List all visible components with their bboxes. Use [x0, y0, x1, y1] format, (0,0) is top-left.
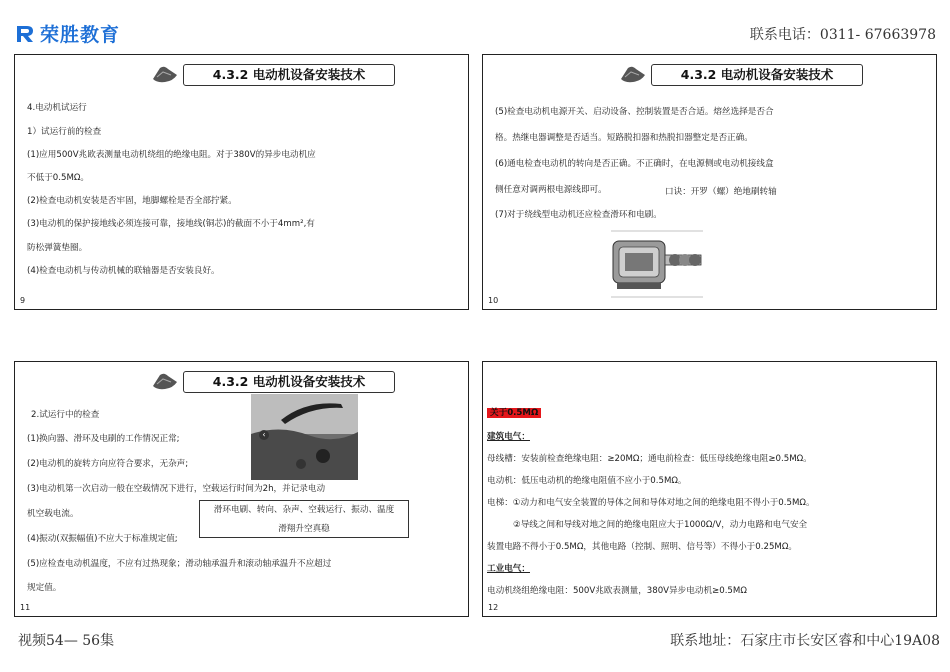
slide-line: 母线槽：安装前检查绝缘电阻：≥20MΩ；通电前检查：低压母线绝缘电阻≥0.5MΩ。 [487, 454, 812, 464]
slide-line: ②导线之间和导线对地之间的绝缘电阻应大于1000Ω/V，动力电路和电气安全 [513, 520, 808, 530]
slide-title: 4.3.2 电动机设备安装技术 [183, 64, 395, 86]
section-heading: 建筑电气： [487, 432, 530, 442]
slide-10 [482, 54, 937, 310]
slide-line: (4)振动(双振幅值)不应大于标准规定值; [27, 534, 178, 544]
slide-line: 机空载电流。 [27, 509, 79, 519]
contact-phone: 联系电话：0311- 67663978 [749, 27, 936, 43]
page-number: 12 [488, 603, 499, 612]
cap-icon [151, 370, 179, 392]
slide-line: (3)电动机的保护接地线必须连接可靠，接地线(铜芯)的截面不小于4mm²,有 [27, 219, 315, 229]
slide-line: 侧任意对调两根电源线即可。 [495, 185, 607, 195]
highlight-text: 关于0.5MΩ [487, 408, 541, 418]
slide-9 [14, 54, 469, 310]
cap-icon [151, 63, 179, 85]
slide-11 [14, 361, 469, 617]
slide-line: 2.试运行中的检查 [31, 410, 100, 420]
cap-icon [619, 63, 647, 85]
mnemonic-line: 滑环电刷、转向、杂声、空载运行、振动、温度 [213, 505, 395, 515]
brand-name: 荣胜教育 [40, 24, 121, 46]
highlight-label [487, 406, 541, 418]
slide-line: (5)检查电动机电源开关、启动设备、控制装置是否合适。熔丝选择是否合 [495, 107, 774, 117]
page-number: 10 [488, 296, 499, 305]
brand-logo [14, 20, 120, 47]
page-number: 11 [20, 603, 31, 612]
slide-line: (3)电动机第一次启动一般在空载情况下进行，空载运行时间为2h，并记录电动 [27, 484, 326, 494]
slide-line: 防松弹簧垫圈。 [27, 243, 88, 253]
motor-diagram [603, 225, 713, 303]
video-thumbnail[interactable] [251, 394, 358, 480]
slide-line: 格。热继电器调整是否适当。短路脱扣器和热脱扣器整定是否正确。 [495, 133, 753, 143]
mnemonic-box [199, 500, 409, 538]
slide-line: 装置电路不得小于0.5MΩ，其他电路（控制、照明、信号等）不得小于0.25MΩ。 [487, 542, 797, 552]
footer-address: 联系地址：石家庄市长安区睿和中心19A08 [670, 633, 940, 649]
page-number: 9 [20, 296, 26, 305]
mnemonic-line: 滑翔升空真稳 [278, 524, 330, 534]
slide-title: 4.3.2 电动机设备安装技术 [183, 371, 395, 393]
section-heading: 工业电气： [487, 564, 530, 574]
slide-line: (5)应检查电动机温度，不应有过热现象；滑动轴承温升和滚动轴承温升不应超过 [27, 559, 332, 569]
slide-line: (2)检查电动机安装是否牢固，地脚螺栓是否全部拧紧。 [27, 196, 237, 206]
slide-line: (2)电动机的旋转方向应符合要求，无杂声; [27, 459, 189, 469]
slide-line: 4.电动机试运行 [27, 103, 87, 113]
slide-line: 电梯：①动力和电气安全装置的导体之间和导体对地之间的绝缘电阻不得小于0.5MΩ。 [487, 498, 815, 508]
slide-line: (4)检查电动机与传动机械的联轴器是否安装良好。 [27, 266, 220, 276]
slide-title: 4.3.2 电动机设备安装技术 [651, 64, 863, 86]
mnemonic: 口诀：开罗（螺）绝地刷转轴 [665, 187, 777, 197]
slide-line: (1)换向器、滑环及电刷的工作情况正常; [27, 434, 180, 444]
slide-line: 不低于0.5MΩ。 [27, 173, 90, 183]
slide-line: (6)通电检查电动机的转向是否正确。不正确时，在电源侧或电动机接线盒 [495, 159, 774, 169]
slide-line: 1）试运行前的检查 [27, 127, 102, 137]
slide-line: 电动机绕组绝缘电阻：500V兆欧表测量，380V异步电动机≥0.5MΩ [487, 586, 747, 596]
footer-video-range: 视频54— 56集 [18, 633, 115, 649]
slide-line: (1)应用500V兆欧表测量电动机绕组的绝缘电阻。对于380V的异步电动机应 [27, 150, 316, 160]
slide-12 [482, 361, 937, 617]
brand-logo-icon [14, 23, 36, 45]
slide-line: 规定值。 [27, 583, 62, 593]
slide-line: (7)对于绕线型电动机还应检查滑环和电刷。 [495, 210, 662, 220]
prev-icon[interactable]: ‹ [259, 430, 269, 440]
slide-line: 电动机：低压电动机的绝缘电阻值不应小于0.5MΩ。 [487, 476, 687, 486]
